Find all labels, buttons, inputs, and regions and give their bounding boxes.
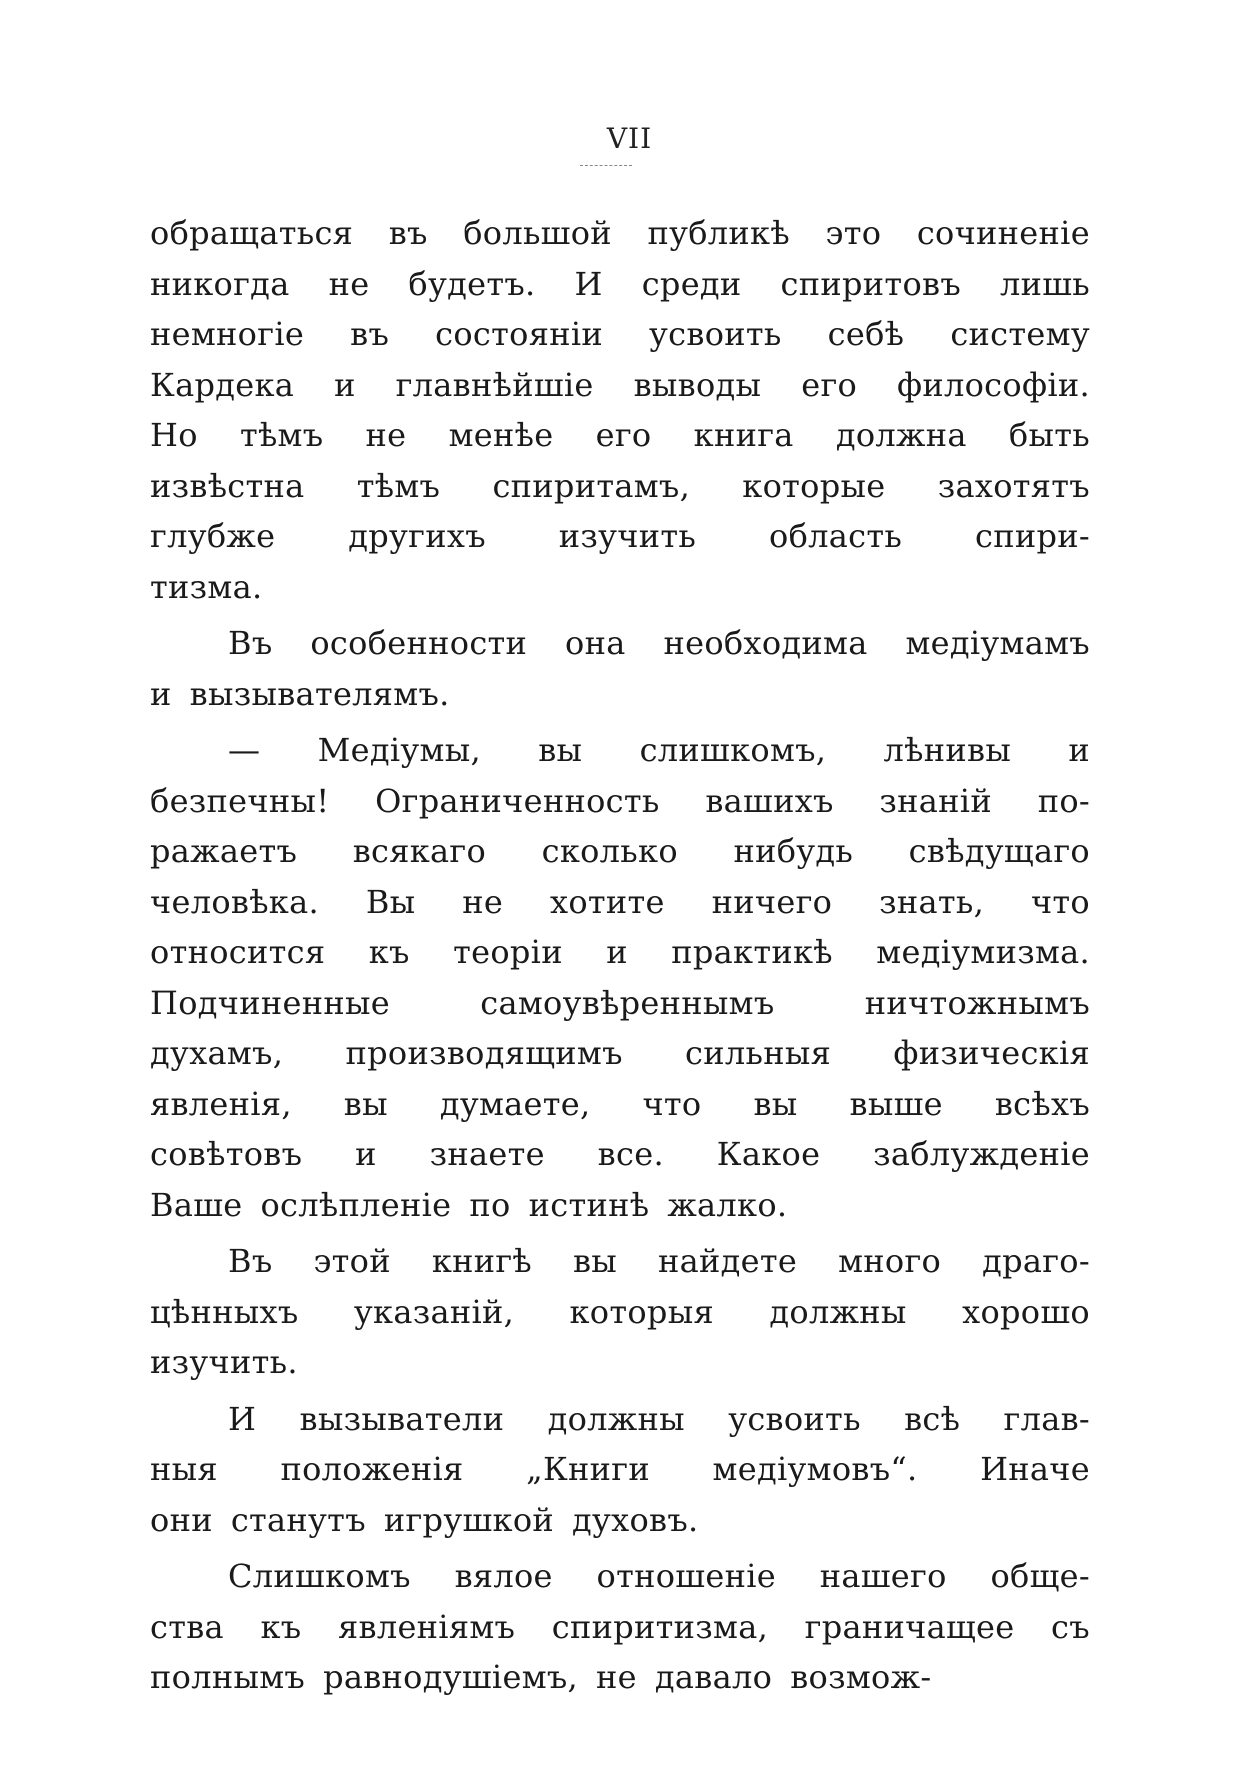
word: всѣ: [904, 1399, 961, 1438]
word: производящимъ: [345, 1034, 623, 1072]
word: знаете: [429, 1135, 545, 1173]
word: извѣстна: [150, 466, 305, 505]
word: духовъ.: [572, 1500, 699, 1539]
word: хотите: [550, 882, 665, 921]
word: вы: [538, 731, 583, 769]
text-line: [150, 1602, 1090, 1653]
word: думаете,: [439, 1084, 591, 1123]
word: не: [365, 416, 407, 454]
word: Кардека: [150, 365, 295, 404]
text-line: [150, 1079, 1090, 1130]
word: и: [334, 365, 356, 404]
paragraph: [150, 1551, 1090, 1703]
page-number-rule: [580, 165, 632, 166]
word: его: [595, 416, 652, 454]
word: другихъ: [348, 517, 486, 555]
word: среди: [641, 264, 742, 303]
word: по: [469, 1185, 511, 1224]
word: это: [825, 214, 882, 252]
word: немногіе: [150, 315, 305, 353]
word: лѣнивы: [883, 731, 1012, 769]
text-line: [150, 511, 1090, 562]
word: знать,: [879, 882, 985, 921]
text-line: [150, 826, 1090, 877]
text-line: [150, 461, 1090, 512]
text-line: [150, 259, 1090, 310]
word: тѣмъ: [239, 416, 324, 454]
page-number: VII: [606, 122, 653, 155]
word: ныя: [150, 1450, 218, 1488]
text-line: [150, 1129, 1090, 1180]
word: не: [462, 882, 504, 921]
word: обращаться: [150, 214, 354, 252]
word: тизма.: [150, 567, 263, 606]
word: жалко.: [667, 1185, 788, 1224]
word: Слишкомъ: [228, 1557, 411, 1595]
word: Какое: [716, 1135, 821, 1173]
word: безпечны!: [150, 781, 330, 820]
word: давало: [654, 1658, 773, 1696]
word: всѣхъ: [994, 1084, 1090, 1123]
word: его: [801, 365, 858, 404]
word: спиритизма,: [551, 1607, 769, 1646]
word: она: [565, 624, 626, 662]
word: никогда: [150, 264, 290, 303]
word: медіумовъ“.: [712, 1450, 918, 1488]
word: слишкомъ,: [639, 731, 827, 769]
word: должны: [769, 1292, 907, 1331]
word: не: [596, 1658, 637, 1696]
word: не: [328, 264, 370, 303]
word: въ: [388, 214, 428, 252]
word: Ваше: [150, 1185, 243, 1224]
word: этой: [313, 1242, 391, 1280]
word: цѣнныхъ: [150, 1292, 299, 1331]
word: усвоить: [649, 315, 782, 353]
text-line: [150, 1236, 1090, 1287]
word: совѣтовъ: [150, 1135, 303, 1173]
word: полнымъ: [150, 1658, 306, 1696]
word: главнѣйшіе: [395, 365, 594, 404]
word: и: [606, 933, 628, 971]
word: Подчиненные: [150, 983, 390, 1022]
word: станутъ: [230, 1500, 366, 1539]
word: глав-: [1003, 1399, 1090, 1438]
word: большой: [463, 214, 612, 252]
word: систему: [950, 315, 1090, 353]
word: И: [228, 1399, 257, 1438]
word: въ: [350, 315, 390, 353]
word: теоріи: [453, 933, 563, 971]
word: къ: [260, 1607, 302, 1646]
word: и: [150, 674, 172, 713]
word: менѣе: [448, 416, 554, 454]
word: игрушкой: [383, 1500, 555, 1539]
word: вы: [753, 1084, 798, 1123]
word: драго-: [982, 1242, 1090, 1280]
text-line: [150, 1551, 1090, 1602]
word: спиритамъ,: [492, 466, 691, 505]
word: усвоить: [728, 1399, 861, 1438]
word: особенности: [310, 624, 528, 662]
word: лишь: [999, 264, 1090, 303]
word: Медіумы,: [317, 731, 481, 769]
word: заблужденіе: [873, 1135, 1090, 1173]
text-line: [150, 927, 1090, 978]
word: отношеніе: [596, 1557, 776, 1595]
text-line: [150, 562, 1090, 613]
word: равнодушіемъ,: [323, 1658, 579, 1696]
paragraph: [150, 725, 1090, 1230]
text-line: [150, 1444, 1090, 1495]
paragraph: [150, 208, 1090, 612]
word: все.: [597, 1135, 664, 1173]
word: практикѣ: [671, 933, 833, 971]
word: вызывателямъ.: [189, 674, 450, 713]
word: область: [769, 517, 903, 555]
word: физическія: [893, 1034, 1090, 1072]
word: изучить.: [150, 1343, 298, 1381]
word: самоувѣреннымъ: [480, 983, 775, 1022]
text-line: [150, 1337, 1090, 1388]
word: свѣдущаго: [908, 832, 1090, 870]
word: сильныя: [685, 1034, 832, 1072]
text-line: [150, 1287, 1090, 1338]
text-line: [150, 618, 1090, 669]
word: себѣ: [827, 315, 905, 353]
word: найдете: [658, 1242, 798, 1280]
word: Вы: [365, 882, 416, 921]
word: быть: [1008, 416, 1090, 454]
word: изучить: [558, 517, 697, 555]
body-text: [150, 208, 1090, 1703]
paragraph: [150, 1394, 1090, 1546]
word: что: [1030, 882, 1090, 921]
word: медіумамъ: [905, 624, 1090, 662]
text-line: [150, 776, 1090, 827]
word: по-: [1037, 781, 1090, 820]
word: Въ: [228, 1242, 273, 1280]
word: Иначе: [980, 1450, 1090, 1488]
word: вашихъ: [705, 781, 834, 820]
word: сочиненіе: [916, 214, 1090, 252]
text-line: [150, 725, 1090, 776]
word: и: [1068, 731, 1090, 769]
word: и: [355, 1135, 377, 1173]
word: И: [574, 264, 603, 303]
word: захотятъ: [937, 466, 1090, 505]
word: явленія,: [150, 1084, 292, 1123]
word: состояніи: [435, 315, 603, 353]
word: вялое: [454, 1557, 553, 1595]
word: глубже: [150, 517, 276, 555]
paragraph: [150, 618, 1090, 719]
word: всякаго: [352, 832, 487, 870]
text-line: [150, 410, 1090, 461]
word: сколько: [541, 832, 678, 870]
word: должны: [547, 1399, 685, 1438]
word: граничащее: [804, 1607, 1015, 1646]
word: нашего: [819, 1557, 947, 1595]
word: вы: [343, 1084, 388, 1123]
word: тѣмъ: [356, 466, 441, 505]
word: знаній: [879, 781, 992, 820]
word: „Книги: [526, 1450, 650, 1488]
word: что: [642, 1084, 702, 1123]
word: нибудь: [733, 832, 854, 870]
word: философіи.: [897, 365, 1090, 404]
text-line: [150, 1652, 1090, 1703]
word: ства: [150, 1607, 224, 1646]
word: спири-: [974, 517, 1090, 555]
word: —: [228, 731, 261, 769]
word: обще-: [990, 1557, 1090, 1595]
word: возмож-: [790, 1658, 932, 1696]
word: ничего: [711, 882, 833, 921]
word: публикѣ: [647, 214, 790, 252]
word: много: [838, 1242, 942, 1280]
word: хорошо: [962, 1292, 1090, 1331]
text-line: [150, 360, 1090, 411]
word: явленіямъ: [338, 1607, 516, 1646]
text-line: [150, 1180, 1090, 1231]
word: указаній,: [353, 1292, 515, 1331]
word: духамъ,: [150, 1034, 284, 1072]
text-line: [150, 309, 1090, 360]
text-line: [150, 978, 1090, 1029]
word: должна: [835, 416, 967, 454]
word: Въ: [228, 624, 273, 662]
word: спиритовъ: [780, 264, 961, 303]
word: будетъ.: [408, 264, 536, 303]
word: относится: [150, 933, 326, 971]
text-line: [150, 208, 1090, 259]
word: съ: [1051, 1607, 1090, 1646]
word: ослѣпленіе: [260, 1185, 452, 1224]
word: Но: [150, 416, 198, 454]
word: Ограниченность: [375, 781, 660, 820]
word: книгѣ: [431, 1242, 533, 1280]
word: выше: [849, 1084, 943, 1123]
word: вызыватели: [299, 1399, 505, 1438]
text-line: [150, 877, 1090, 928]
text-line: [150, 669, 1090, 720]
word: необходима: [663, 624, 868, 662]
word: положенія: [280, 1450, 464, 1488]
word: ничтожнымъ: [864, 983, 1090, 1022]
word: которыя: [569, 1292, 714, 1331]
text-line: [150, 1495, 1090, 1546]
word: истинѣ: [528, 1185, 650, 1224]
word: вы: [572, 1242, 618, 1280]
word: человѣка.: [150, 882, 319, 921]
word: которые: [742, 466, 886, 505]
text-line: [150, 1394, 1090, 1445]
word: они: [150, 1500, 213, 1539]
text-line: [150, 1028, 1090, 1079]
paragraph: [150, 1236, 1090, 1388]
word: медіумизма.: [876, 933, 1090, 971]
word: къ: [368, 933, 410, 971]
word: ражаетъ: [150, 832, 298, 870]
word: выводы: [633, 365, 762, 404]
word: книга: [693, 416, 794, 454]
